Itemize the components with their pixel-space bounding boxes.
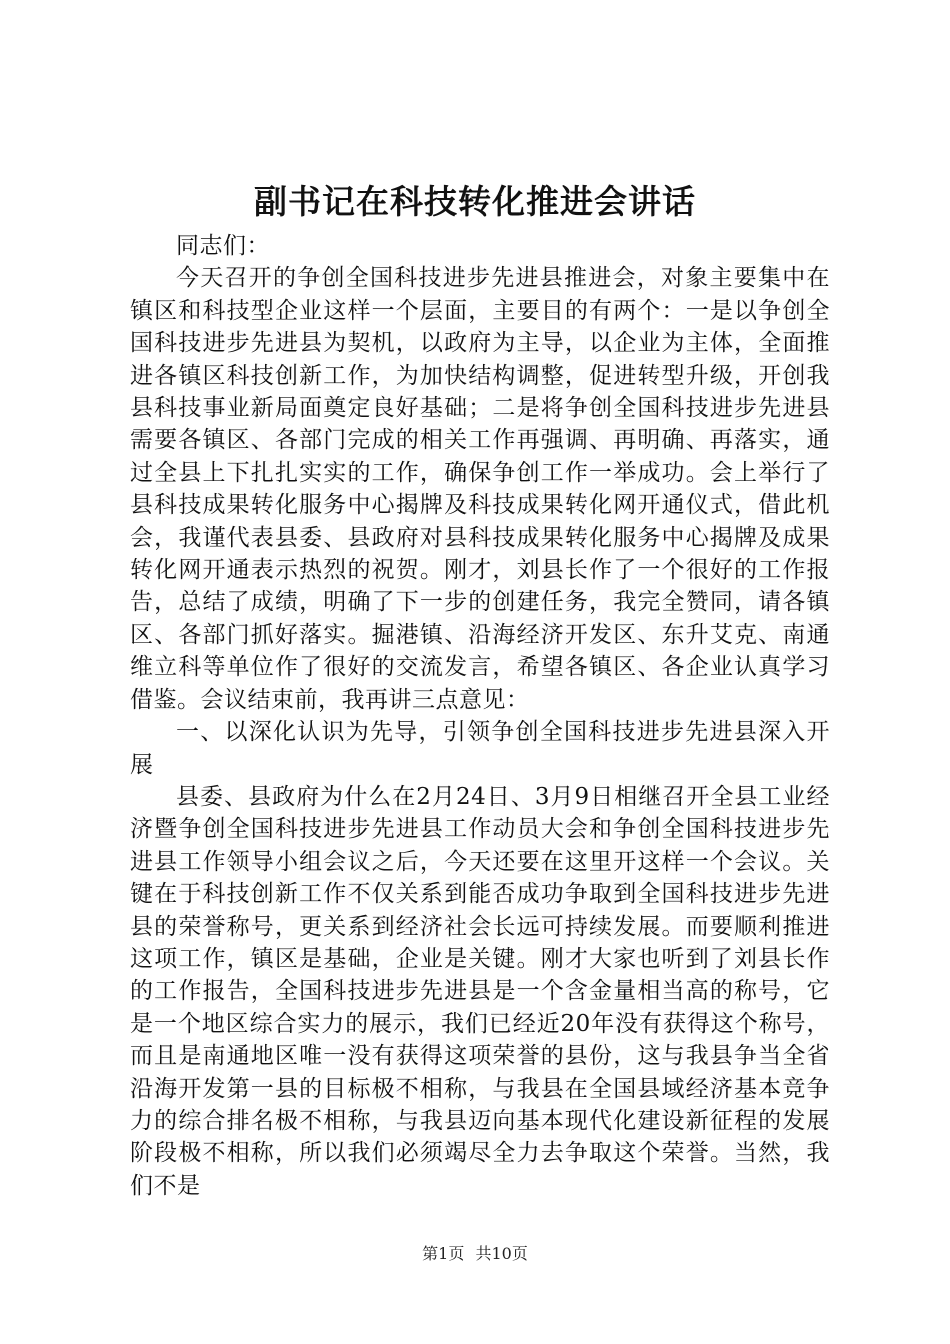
body-paragraph: 今天召开的争创全国科技进步先进县推进会，对象主要集中在镇区和科技型企业这样一个层面，主要目的有两个：一是以争创全国科技进步先进县为契机，以政府为主导，以企业为主体，全面推进各镇区科技创新工作，为加快结构调整，促进转型升级，开创我县科技事业新局面奠定良好基础；二是将争创全国科技进步先进县需要各镇区、各部门完成的相关工作再强调、再明确、再落实，通过全县上下扎扎实实的工作，确保争创工作一举成功。会上举行了县科技成果转化服务中心揭牌及科技成果转化网开通仪式，借此机会，我谨代表县委、县政府对县科技成果转化服务中心揭牌及成果转化网开通表示热烈的祝贺。刚才，刘县长作了一个很好的工作报告，总结了成绩，明确了下一步的创建任务，我完全赞同，请各镇区、各部门抓好落实。掘港镇、沿海经济开发区、东升艾克、南通维立科等单位作了很好的交流发言，希望各镇区、各企业认真学习借鉴。会议结束前，我再讲三点意见： — [130, 265, 830, 713]
document-title: 副书记在科技转化推进会讲话 — [254, 182, 696, 221]
body-paragraph: 县委、县政府为什么在2月24日、3月9日相继召开全县工业经济暨争创全国科技进步先进县工作动员大会和争创全国科技进步先进县工作领导小组会议之后，今天还要在这里开这样一个会议。关键在于科技创新工作不仅关系到能否成功争取到全国科技进步先进县的荣誉称号，更关系到经济社会长远可持续发展。而要顺利推进这项工作，镇区是基础，企业是关键。刚才大家也听到了刘县长作的工作报告，全国科技进步先进县是一个含金量相当高的称号，它是一个地区综合实力的展示，我们已经近20年没有获得这个称号，而且是南通地区唯一没有获得这项荣誉的县份，这与我县争当全省沿海开发第一县的目标极不相称，与我县在全国县域经济基本竞争力的综合排名极不相称，与我县迈向基本现代化建设新征程的发展阶段极不相称，所以我们必须竭尽全力去争取这个荣誉。当然，我们不是 — [130, 783, 830, 1199]
page-total: 共10页 — [475, 1244, 528, 1263]
section-heading-paragraph: 一、以深化认识为先导，引领争创全国科技进步先进县深入开展 — [130, 719, 830, 778]
document-body — [130, 230, 830, 1202]
salutation-paragraph: 同志们： — [176, 233, 270, 259]
page-number: 第1页 — [422, 1244, 465, 1263]
page-footer — [0, 1243, 950, 1265]
